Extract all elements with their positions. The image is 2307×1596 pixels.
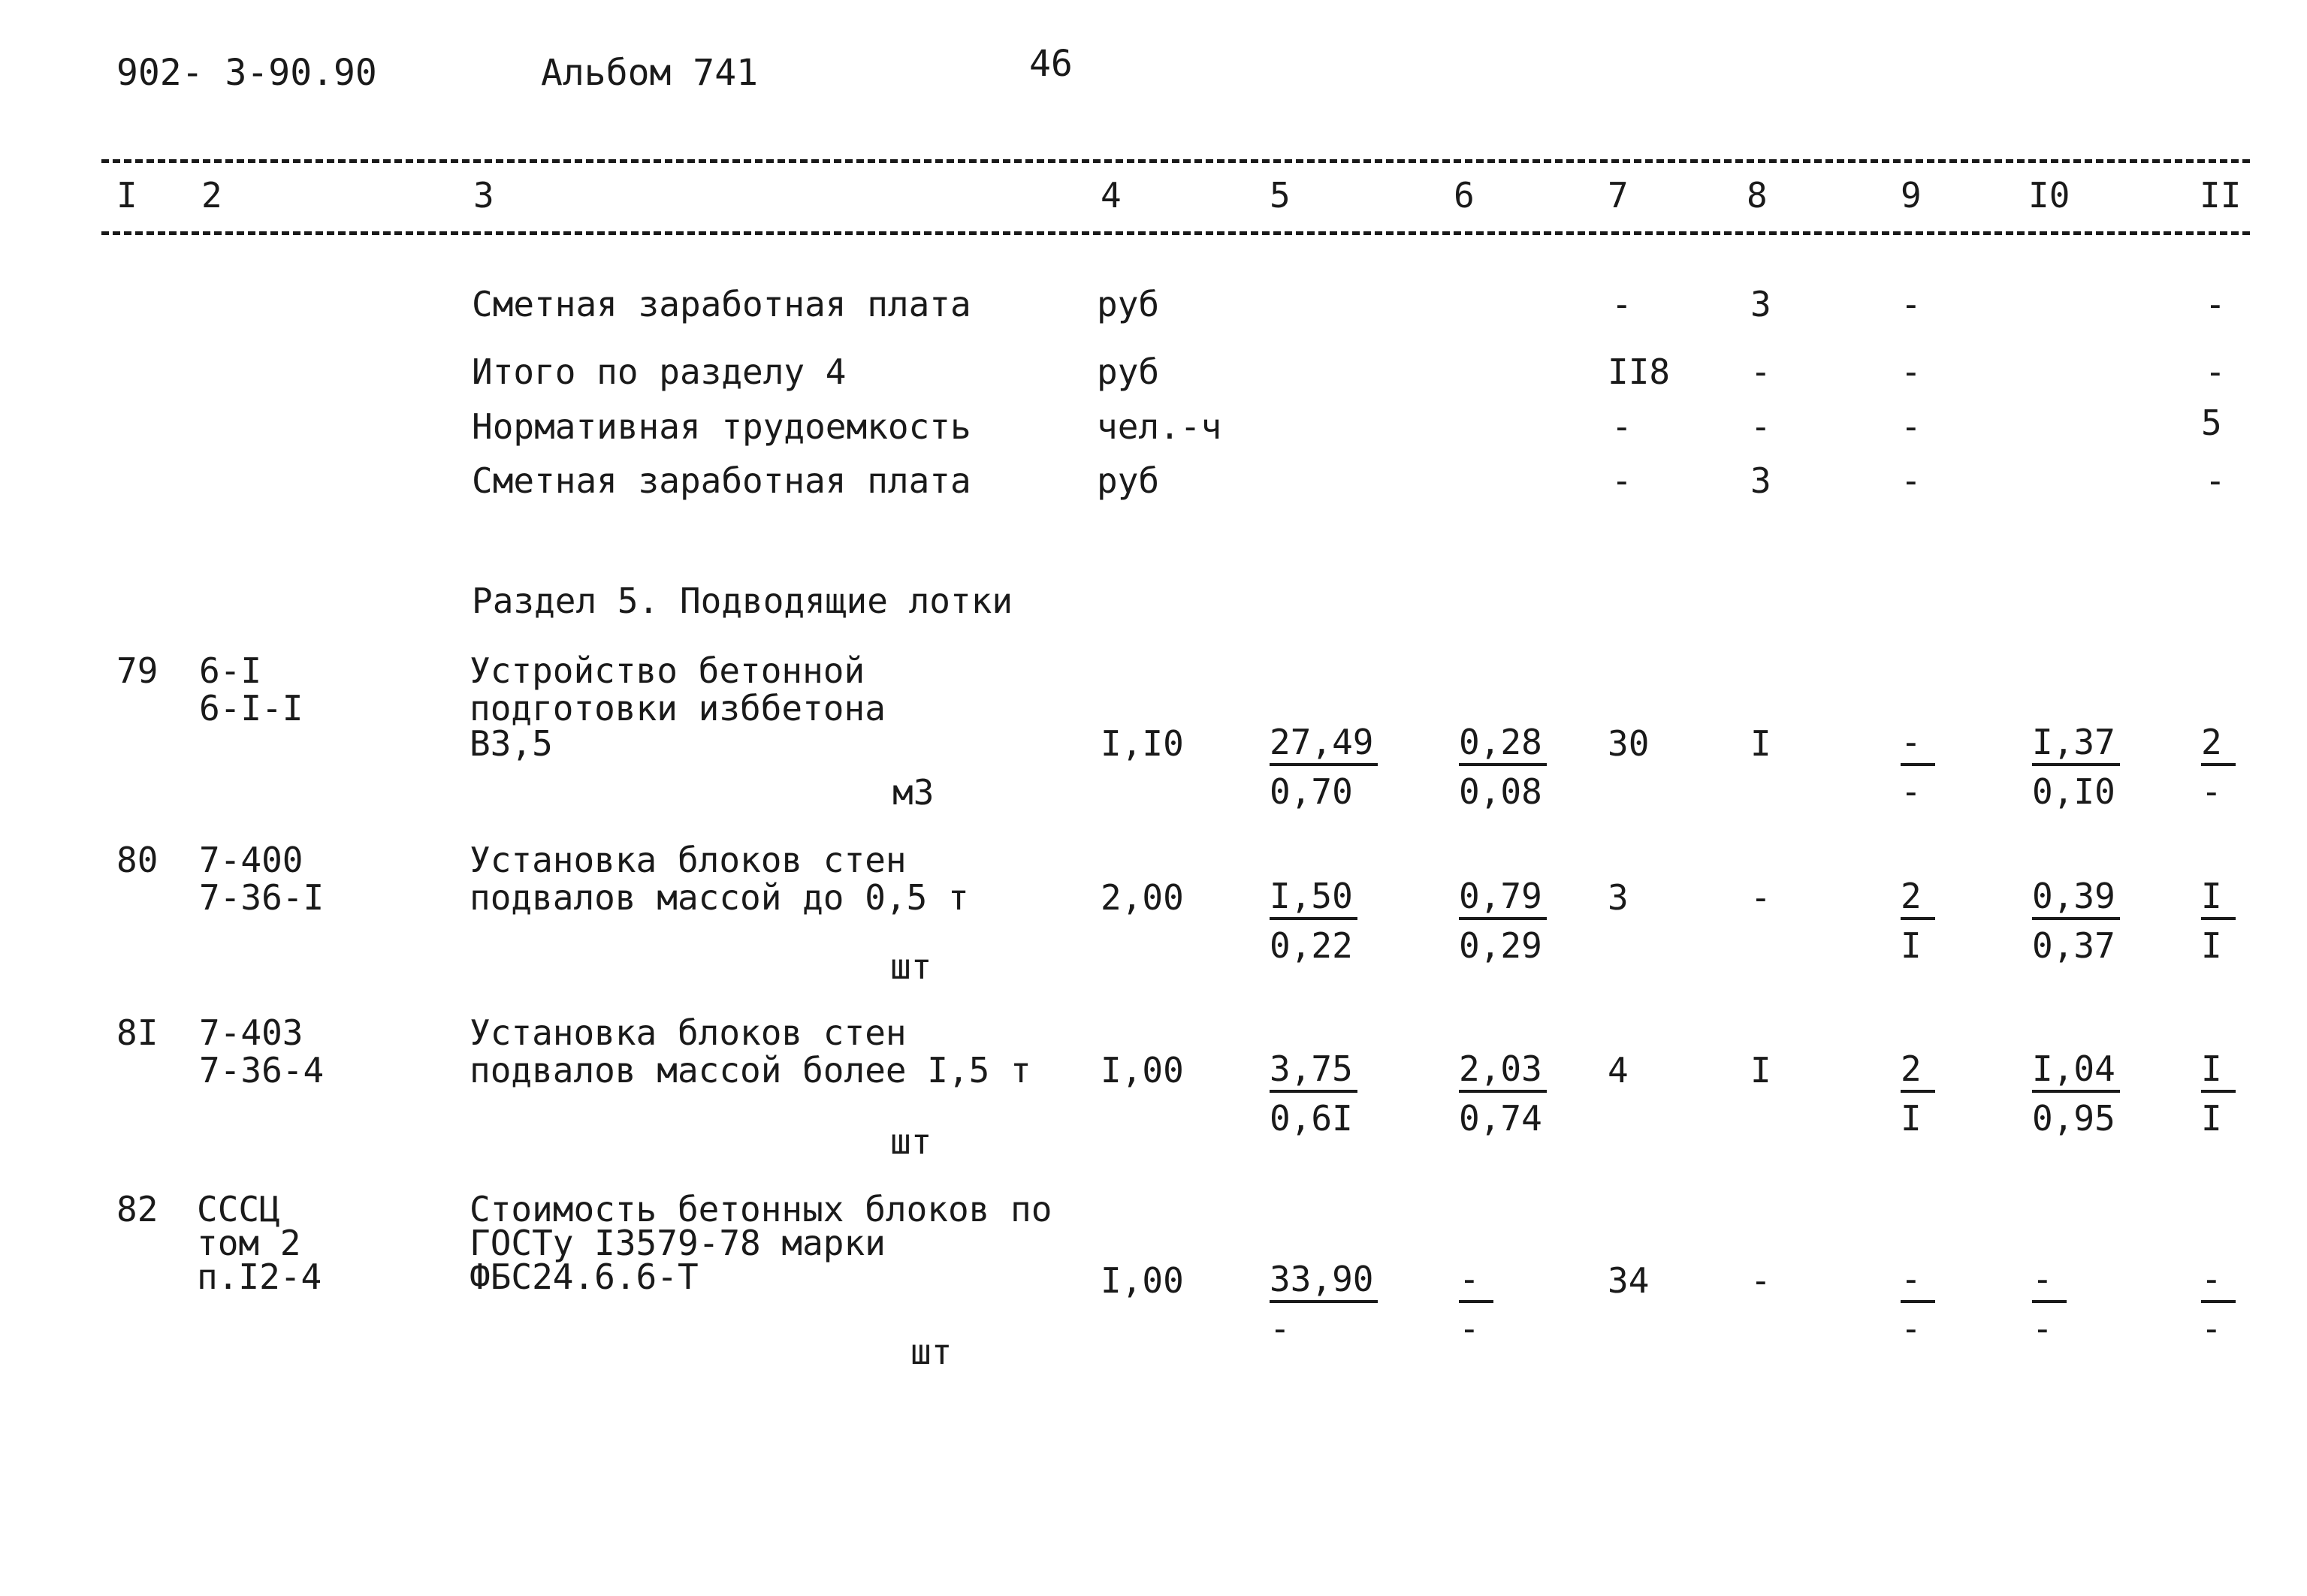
col5-bottom: 0,70 bbox=[1270, 771, 1353, 812]
row-number: 8I bbox=[116, 1012, 159, 1053]
summary-col11: 5 bbox=[2201, 403, 2222, 443]
col11-fraction bbox=[2201, 876, 2236, 965]
col5-fraction bbox=[1270, 1049, 1357, 1138]
summary-col11: - bbox=[2205, 351, 2226, 392]
document-code: 902- 3-90.90 bbox=[116, 52, 377, 94]
col9-fraction bbox=[1901, 1260, 1935, 1348]
quantity: 2,00 bbox=[1101, 877, 1184, 918]
col11-bottom: I bbox=[2201, 925, 2222, 966]
col11-fraction bbox=[2201, 1260, 2236, 1348]
col9-bottom: - bbox=[1901, 771, 1922, 812]
col5-fraction bbox=[1270, 723, 1378, 811]
col6-fraction bbox=[1459, 876, 1547, 965]
unit-of-measure: шт bbox=[910, 1332, 953, 1372]
col6-bottom: 0,08 bbox=[1459, 771, 1542, 812]
norm-code: 7-36-4 bbox=[199, 1050, 325, 1091]
norm-code: том 2 bbox=[197, 1223, 301, 1263]
summary-label: Итого по разделу 4 bbox=[472, 351, 847, 392]
summary-label: Сметная заработная плата bbox=[472, 284, 971, 324]
summary-col11: - bbox=[2205, 284, 2226, 324]
unit-of-measure: м3 bbox=[892, 772, 935, 813]
col5-bottom: - bbox=[1270, 1308, 1291, 1349]
col7-value: 30 bbox=[1608, 723, 1650, 764]
col8-value: I bbox=[1750, 723, 1771, 764]
col10-top: 0,39 bbox=[2032, 876, 2120, 920]
summary-col7: - bbox=[1611, 284, 1632, 324]
summary-col9: - bbox=[1901, 460, 1922, 501]
summary-col8: - bbox=[1750, 351, 1771, 392]
unit-of-measure: шт bbox=[890, 1121, 932, 1162]
col11-top: - bbox=[2201, 1260, 2236, 1303]
work-description: ГОСТу I3579-78 марки bbox=[470, 1223, 886, 1263]
column-header-7: 7 bbox=[1608, 175, 1629, 216]
col7-value: 34 bbox=[1608, 1260, 1650, 1301]
col6-fraction bbox=[1459, 1260, 1493, 1348]
col9-fraction bbox=[1901, 1049, 1935, 1138]
summary-col8: - bbox=[1750, 406, 1771, 447]
col6-bottom: - bbox=[1459, 1308, 1480, 1349]
col9-top: 2 bbox=[1901, 1049, 1935, 1093]
summary-label: Сметная заработная плата bbox=[472, 460, 971, 501]
column-header-2: 2 bbox=[201, 175, 222, 216]
col11-bottom: I bbox=[2201, 1098, 2222, 1139]
row-number: 82 bbox=[116, 1189, 159, 1229]
col6-top: 2,03 bbox=[1459, 1049, 1547, 1093]
col5-top: I,50 bbox=[1270, 876, 1357, 920]
work-description: Устройство бетонной bbox=[470, 650, 865, 691]
row-number: 79 bbox=[116, 650, 159, 691]
norm-code: п.I2-4 bbox=[197, 1257, 322, 1297]
row-number: 80 bbox=[116, 840, 159, 880]
column-header-9: 9 bbox=[1901, 175, 1922, 216]
work-description: Стоимость бетонных блоков по bbox=[470, 1189, 1052, 1229]
norm-code: 7-403 bbox=[199, 1012, 303, 1053]
summary-col8: 3 bbox=[1750, 460, 1771, 501]
summary-col9: - bbox=[1901, 351, 1922, 392]
work-description: подготовки изббетона bbox=[470, 688, 886, 729]
work-description: Установка блоков стен bbox=[470, 1012, 907, 1053]
col11-fraction bbox=[2201, 1049, 2236, 1138]
col9-top: 2 bbox=[1901, 876, 1935, 920]
col6-top: 0,28 bbox=[1459, 723, 1547, 766]
col9-fraction bbox=[1901, 723, 1935, 811]
summary-col7: II8 bbox=[1608, 351, 1671, 392]
col11-fraction bbox=[2201, 723, 2236, 811]
col5-top: 3,75 bbox=[1270, 1049, 1357, 1093]
col5-fraction bbox=[1270, 876, 1357, 965]
summary-label: Нормативная трудоемкость bbox=[472, 406, 971, 447]
summary-col11: - bbox=[2205, 460, 2226, 501]
col9-bottom: I bbox=[1901, 1098, 1922, 1139]
col9-fraction bbox=[1901, 876, 1935, 965]
col7-value: 4 bbox=[1608, 1050, 1629, 1091]
col9-top: - bbox=[1901, 1260, 1935, 1303]
column-header-3: 3 bbox=[473, 175, 494, 216]
work-description: ФБС24.6.6-Т bbox=[470, 1257, 699, 1297]
col11-bottom: - bbox=[2201, 1308, 2222, 1349]
work-description: В3,5 bbox=[470, 723, 553, 764]
col10-fraction bbox=[2032, 1260, 2067, 1348]
header-top-rule bbox=[101, 159, 2250, 163]
col5-top: 27,49 bbox=[1270, 723, 1378, 766]
col6-top: 0,79 bbox=[1459, 876, 1547, 920]
col8-value: I bbox=[1750, 1050, 1771, 1091]
col6-fraction bbox=[1459, 1049, 1547, 1138]
col11-bottom: - bbox=[2201, 771, 2222, 812]
summary-unit: руб bbox=[1097, 460, 1160, 501]
album-label: Альбом 741 bbox=[541, 52, 758, 94]
summary-col9: - bbox=[1901, 406, 1922, 447]
col7-value: 3 bbox=[1608, 877, 1629, 918]
col10-bottom: 0,I0 bbox=[2032, 771, 2115, 812]
col5-bottom: 0,22 bbox=[1270, 925, 1353, 966]
col5-bottom: 0,6I bbox=[1270, 1098, 1353, 1139]
summary-unit: руб bbox=[1097, 351, 1160, 392]
column-header-10: I0 bbox=[2028, 175, 2070, 216]
norm-code: СССЦ bbox=[197, 1189, 280, 1229]
quantity: I,I0 bbox=[1101, 723, 1184, 764]
col5-top: 33,90 bbox=[1270, 1260, 1378, 1303]
work-description: Установка блоков стен bbox=[470, 840, 907, 880]
col11-top: 2 bbox=[2201, 723, 2236, 766]
summary-col9: - bbox=[1901, 284, 1922, 324]
summary-col7: - bbox=[1611, 460, 1632, 501]
unit-of-measure: шт bbox=[890, 946, 932, 987]
summary-unit: чел.-ч bbox=[1097, 406, 1222, 447]
work-description: подвалов массой до 0,5 т bbox=[470, 877, 969, 918]
col10-bottom: 0,95 bbox=[2032, 1098, 2115, 1139]
col9-bottom: - bbox=[1901, 1308, 1922, 1349]
norm-code: 7-400 bbox=[199, 840, 303, 880]
col10-bottom: 0,37 bbox=[2032, 925, 2115, 966]
col11-top: I bbox=[2201, 876, 2236, 920]
col6-bottom: 0,74 bbox=[1459, 1098, 1542, 1139]
column-header-8: 8 bbox=[1747, 175, 1768, 216]
summary-col7: - bbox=[1611, 406, 1632, 447]
page-number: 46 bbox=[1029, 43, 1073, 85]
col6-bottom: 0,29 bbox=[1459, 925, 1542, 966]
col9-bottom: I bbox=[1901, 925, 1922, 966]
summary-unit: руб bbox=[1097, 284, 1160, 324]
quantity: I,00 bbox=[1101, 1260, 1184, 1301]
col11-top: I bbox=[2201, 1049, 2236, 1093]
column-header-11: II bbox=[2200, 175, 2242, 216]
col10-top: I,04 bbox=[2032, 1049, 2120, 1093]
col6-top: - bbox=[1459, 1260, 1493, 1303]
column-header-1: I bbox=[116, 175, 137, 216]
col10-bottom: - bbox=[2032, 1308, 2053, 1349]
quantity: I,00 bbox=[1101, 1050, 1184, 1091]
column-header-4: 4 bbox=[1101, 175, 1122, 216]
section-title: Раздел 5. Подводящие лотки bbox=[472, 581, 1013, 621]
header-bottom-rule bbox=[101, 231, 2250, 235]
column-header-5: 5 bbox=[1270, 175, 1291, 216]
col10-top: I,37 bbox=[2032, 723, 2120, 766]
col8-value: - bbox=[1750, 877, 1771, 918]
col10-top: - bbox=[2032, 1260, 2067, 1303]
col9-top: - bbox=[1901, 723, 1935, 766]
norm-code: 6-I-I bbox=[199, 688, 303, 729]
work-description: подвалов массой более I,5 т bbox=[470, 1050, 1031, 1091]
col10-fraction bbox=[2032, 876, 2120, 965]
col6-fraction bbox=[1459, 723, 1547, 811]
col5-fraction bbox=[1270, 1260, 1378, 1348]
summary-col8: 3 bbox=[1750, 284, 1771, 324]
col8-value: - bbox=[1750, 1260, 1771, 1301]
column-header-6: 6 bbox=[1454, 175, 1475, 216]
norm-code: 7-36-I bbox=[199, 877, 325, 918]
col10-fraction bbox=[2032, 1049, 2120, 1138]
norm-code: 6-I bbox=[199, 650, 262, 691]
col10-fraction bbox=[2032, 723, 2120, 811]
